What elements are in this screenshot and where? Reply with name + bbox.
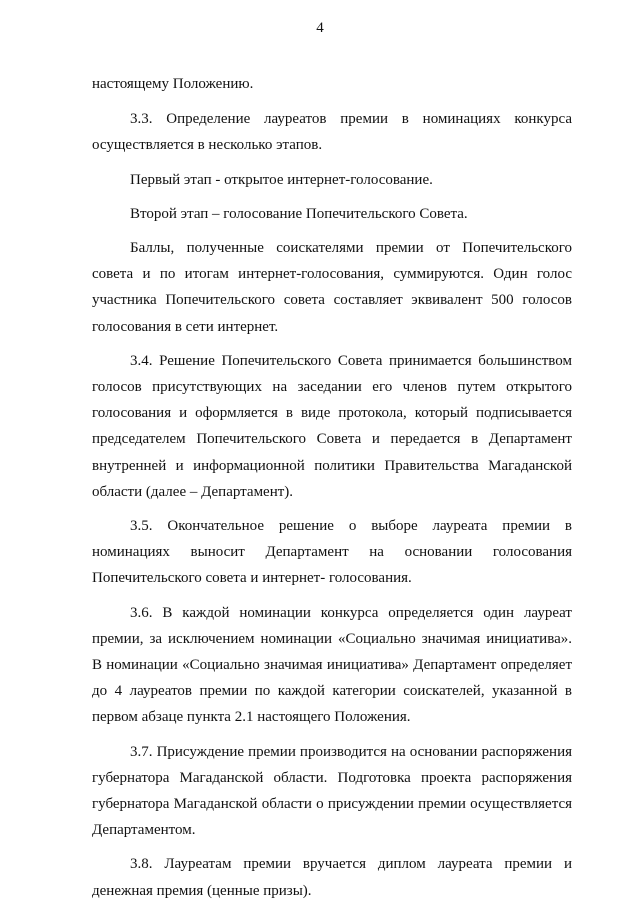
paragraph-3-8: 3.8. Лауреатам премии вручается диплом лауреата премии и денежная премия (ценные призы). <box>92 856 572 899</box>
document-body <box>92 71 572 904</box>
paragraph-first-stage: Первый этап - открытое интернет-голосование. <box>130 171 433 188</box>
paragraph-3-3: 3.3. Определение лауреатов премии в номинациях конкурса осуществляется в несколько этапов. <box>92 111 572 154</box>
paragraph-3-7: 3.7. Присуждение премии производится на основании распоряжения губернатора Магаданской области. Подготовка проекта распоряжения губернатора Магаданской области о присуждении премии осуществляется Департаментом. <box>92 743 572 839</box>
page-number: 4 <box>316 20 324 36</box>
paragraph-3-5: 3.5. Окончательное решение о выборе лауреата премии в номинациях выносит Департамент на основании голосования Попечительского совета и интернет- голосования. <box>92 518 572 587</box>
paragraph-second-stage: Второй этап – голосование Попечительского Совета. <box>130 205 468 222</box>
paragraph-3-6: 3.6. В каждой номинации конкурса определяется один лауреат премии, за исключением номинации «Социально значимая инициатива». В номинации «Социально значимая инициатива» Департамент определяет до 4 лауреатов премии по каждой категории соискателей, указанной в первом абзаце пункта 2.1 настоящего Положения. <box>92 604 572 726</box>
paragraph-continuation: настоящему Положению. <box>92 76 254 92</box>
paragraph-3-4: 3.4. Решение Попечительского Совета принимается большинством голосов присутствующих на заседании его членов путем открытого голосования и оформляется в виде протокола, который подписывается председателем Попечительского Совета и передается в Департамент внутренней и информационной политики Правительства Магаданской области (далее – Департамент). <box>92 352 572 500</box>
paragraph-scores: Баллы, полученные соискателями премии от Попечительского совета и по итогам интернет-голосования, суммируются. Один голос участника Попечительского совета составляет эквивалент 500 голосов голосования в сети интернет. <box>92 240 572 335</box>
